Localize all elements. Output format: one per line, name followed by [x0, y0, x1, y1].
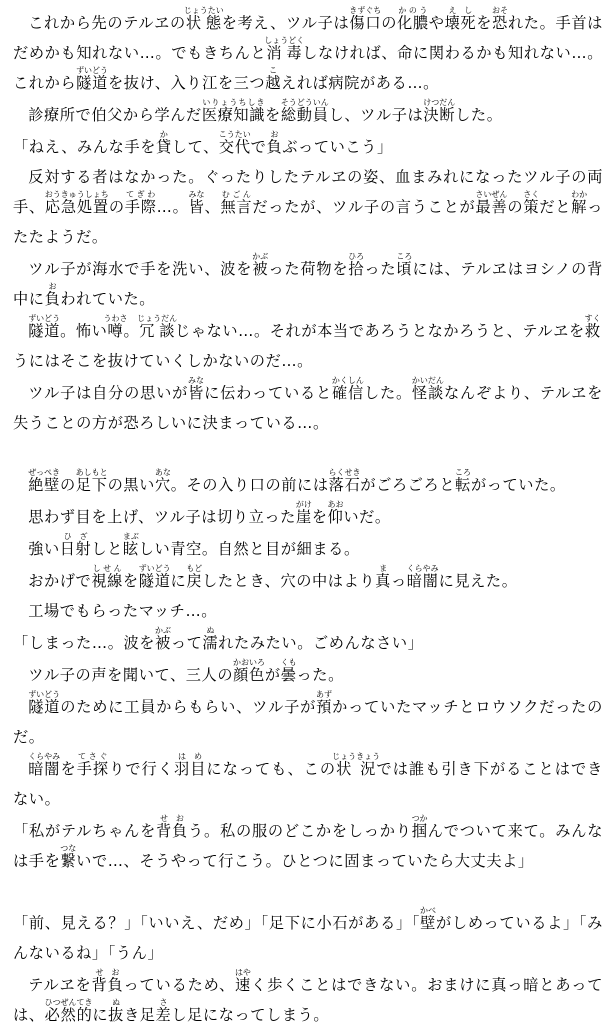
text-run: った荷物を	[268, 260, 349, 278]
ruby-base: 拾	[348, 260, 365, 278]
ruby-base: 転	[455, 476, 472, 494]
text-run: や	[428, 14, 445, 32]
dialogue-paragraph	[13, 626, 603, 658]
furigana: みな	[188, 190, 205, 199]
ruby-word	[252, 252, 269, 278]
ruby-word	[44, 998, 93, 1024]
ruby-word	[183, 6, 224, 32]
ruby-base: 絶壁	[28, 476, 61, 494]
ruby-word	[59, 532, 92, 558]
text-run: いで…、そうやって行こう。ひとつに固まっていたら大丈夫よ」	[76, 852, 534, 870]
ruby-base: 背負	[156, 822, 189, 840]
text-run: んでついて来て。みんなは手を	[13, 822, 604, 870]
furigana: さ	[155, 998, 172, 1007]
furigana: ずいどう	[28, 314, 61, 323]
text-run: を	[311, 508, 328, 526]
ruby-base: 差	[155, 1006, 172, 1024]
furigana: いりょうちしき	[201, 98, 265, 107]
furigana: かぶ	[155, 626, 171, 635]
text-run: おかげで	[28, 572, 92, 590]
text-run: れた。手首はだめかも知れない…。でもきちんと	[13, 14, 603, 62]
body-paragraph	[13, 968, 603, 1030]
ruby-word	[173, 752, 207, 778]
ruby-word	[137, 314, 178, 340]
furigana: しょうどく	[264, 36, 305, 45]
furigana: かぶ	[252, 252, 269, 261]
text-run: し、ツル子は	[328, 106, 424, 124]
ruby-base: 真	[375, 572, 391, 590]
ruby-base: 曇	[280, 666, 297, 684]
ruby-base: 救	[584, 322, 601, 340]
furigana: はめ	[173, 752, 206, 761]
furigana: まぶ	[122, 532, 139, 541]
body-paragraph	[13, 98, 603, 130]
furigana: さく	[523, 190, 540, 199]
ruby-base: 策	[523, 198, 540, 216]
ruby-base: 戻	[186, 572, 203, 590]
ruby-word	[411, 376, 444, 402]
ruby-base: 頃	[396, 260, 413, 278]
ruby-base: 預	[316, 698, 332, 716]
furigana: かいだん	[411, 376, 444, 385]
text-run: なんぞより、テルヱを失うことの方が恐ろしいに決まっている…。	[13, 384, 603, 432]
furigana: ぬ	[108, 998, 124, 1007]
ruby-base: 最善	[475, 198, 508, 216]
ruby-base: 必然的	[44, 1006, 93, 1024]
furigana: らくせき	[328, 468, 361, 477]
body-paragraph	[13, 500, 603, 532]
body-paragraph	[13, 658, 603, 690]
text-run: した。	[363, 384, 412, 402]
ruby-base: 穴	[154, 476, 171, 494]
furigana: みな	[188, 376, 205, 385]
ruby-base: 化膿	[397, 14, 429, 32]
body-paragraph	[13, 468, 603, 500]
ruby-word	[406, 564, 439, 590]
text-run: の	[59, 476, 76, 494]
ruby-base: 負	[266, 138, 283, 156]
ruby-base: 手際	[124, 198, 157, 216]
text-run: を	[265, 106, 281, 124]
furigana: くらやみ	[406, 564, 439, 573]
text-run: …。	[156, 198, 189, 216]
body-paragraph	[13, 532, 603, 564]
text-run: われていた。	[60, 290, 156, 308]
text-run: を	[476, 14, 493, 32]
furigana: じょうたい	[183, 6, 224, 15]
ruby-word	[202, 626, 219, 652]
text-run: 反対する者はなかった。ぐったりしたテルヱの姿、血まみれになったツル子の両手、	[13, 168, 603, 216]
furigana: せお	[91, 968, 124, 977]
furigana: あお	[327, 500, 344, 509]
ruby-base: 貸	[156, 138, 172, 156]
furigana: がけ	[295, 500, 312, 509]
furigana: くらやみ	[28, 752, 61, 761]
text-run: 思わず目を上げ、ツル子は切り立った	[28, 508, 296, 526]
text-run: がごろごろと	[360, 476, 456, 494]
text-run: き足	[123, 1006, 156, 1024]
furigana: もど	[186, 564, 203, 573]
furigana: ひつぜんてき	[44, 998, 93, 1007]
text-run: 。怖い	[60, 322, 108, 340]
ruby-word	[155, 626, 171, 652]
text-run: に見えた。	[438, 572, 518, 590]
text-run: の	[381, 14, 398, 32]
ruby-base: 壁	[420, 914, 437, 932]
text-run: って	[170, 634, 203, 652]
text-run: ツル子の声を聞いて、三人の	[28, 666, 234, 684]
text-run: っ	[390, 572, 407, 590]
furigana: こうたい	[218, 130, 251, 139]
furigana: つな	[60, 844, 77, 853]
text-run: の	[108, 198, 125, 216]
text-run: く歩くことはできない。おまけに真っ暗とあっては、	[13, 976, 603, 1024]
ruby-base: 崖	[295, 508, 312, 526]
ruby-base: 隧道	[28, 322, 61, 340]
ruby-base: 手探	[76, 760, 110, 778]
text-run: テルヱを	[28, 976, 92, 994]
furigana: ころ	[396, 252, 413, 261]
text-run: になっても、この	[206, 760, 337, 778]
text-run: した。	[455, 106, 503, 124]
ruby-word	[423, 98, 456, 124]
dialogue-paragraph	[13, 130, 603, 162]
text-run: 、	[204, 198, 221, 216]
ruby-word	[218, 130, 251, 156]
ruby-word	[76, 66, 109, 92]
ruby-word	[571, 190, 588, 216]
text-run: に	[92, 1006, 109, 1024]
ruby-word	[492, 6, 509, 32]
ruby-word	[328, 468, 361, 494]
ruby-word	[233, 658, 266, 684]
furigana: ひざ	[59, 532, 92, 541]
ruby-word	[411, 814, 428, 840]
ruby-word	[349, 6, 382, 32]
ruby-word	[156, 130, 172, 156]
furigana: じょうきょう	[332, 752, 381, 761]
ruby-base: 状況	[332, 760, 381, 778]
furigana: わか	[571, 190, 588, 199]
ruby-base: 速	[234, 976, 251, 994]
ruby-word	[331, 376, 364, 402]
ruby-word	[375, 564, 391, 590]
ruby-word	[266, 130, 283, 156]
ruby-base: 隧道	[28, 698, 61, 716]
text-run: を考え、ツル子は	[221, 14, 350, 32]
ruby-base: 暗闇	[28, 760, 61, 778]
furigana: ずいどう	[138, 564, 171, 573]
text-run: った。	[296, 666, 344, 684]
ruby-base: 傷口	[349, 14, 382, 32]
text-run: を	[122, 572, 139, 590]
ruby-base: 皆	[188, 198, 205, 216]
text-run: したとき、穴の中はより	[202, 572, 376, 590]
furigana: あな	[154, 468, 171, 477]
ruby-base: 抜	[108, 1006, 124, 1024]
ruby-base: 恐	[492, 14, 508, 32]
text-run: ったたようだ。	[13, 198, 603, 246]
ruby-word	[124, 190, 157, 216]
furigana: お	[266, 130, 283, 139]
section-break	[13, 876, 603, 906]
ruby-word	[420, 906, 437, 932]
text-run: しい青空。自然と目が細まる。	[138, 540, 360, 558]
ruby-word	[28, 752, 61, 778]
furigana: ずいどう	[28, 690, 61, 699]
furigana: さいぜん	[475, 190, 508, 199]
text-run: がっていた。	[470, 476, 566, 494]
text-run: ツル子は自分の思いが	[28, 384, 189, 402]
ruby-base: 視線	[91, 572, 123, 590]
body-paragraph	[13, 6, 603, 98]
ruby-base: 状態	[183, 14, 224, 32]
text-run: った	[364, 260, 397, 278]
novel-page	[13, 6, 604, 1024]
ruby-base: 噂	[103, 322, 128, 340]
text-run: だと	[539, 198, 572, 216]
furigana: ぜっぺき	[28, 468, 61, 477]
ruby-word	[188, 376, 205, 402]
dialogue-paragraph	[13, 906, 603, 968]
body-paragraph	[13, 690, 603, 752]
ruby-base: 消毒	[264, 44, 305, 62]
ruby-word	[156, 814, 189, 840]
text-run: を	[60, 760, 77, 778]
text-run: だったが、ツル子の言うことが	[252, 198, 476, 216]
ruby-base: 隧道	[76, 74, 109, 92]
ruby-word	[348, 252, 365, 278]
furigana: ぬ	[202, 626, 219, 635]
ruby-word	[327, 500, 344, 526]
ruby-base: 決断	[423, 106, 456, 124]
ruby-word	[91, 968, 124, 994]
body-paragraph	[13, 376, 603, 438]
furigana: あず	[316, 690, 333, 699]
ruby-word	[475, 190, 508, 216]
ruby-word	[60, 844, 77, 870]
text-run: いだ。	[343, 508, 391, 526]
ruby-base: 被	[252, 260, 269, 278]
ruby-base: 解	[571, 198, 588, 216]
ruby-word	[44, 190, 109, 216]
furigana: ころ	[455, 468, 472, 477]
ruby-word	[91, 564, 123, 590]
text-run: して、	[171, 138, 219, 156]
furigana: しせん	[91, 564, 123, 573]
furigana: てぎわ	[124, 190, 157, 199]
ruby-word	[265, 66, 282, 92]
ruby-word	[444, 6, 477, 32]
ruby-word	[295, 500, 312, 526]
text-run: 工場でもらったマッチ…。	[28, 602, 218, 620]
ruby-base: 眩	[122, 540, 139, 558]
ruby-word	[584, 314, 601, 340]
furigana: そうどういん	[280, 98, 329, 107]
text-run: っているため、	[123, 976, 236, 994]
ruby-word	[455, 468, 472, 494]
ruby-base: 背負	[91, 976, 124, 994]
ruby-base: 被	[155, 634, 171, 652]
text-run: うにはそこを抜けていくしかないのだ…。	[13, 352, 313, 370]
body-paragraph	[13, 162, 603, 252]
furigana: じょうだん	[137, 314, 178, 323]
text-run: えれば病院がある…。	[281, 74, 439, 92]
ruby-base: 壊死	[444, 14, 477, 32]
ruby-base: 濡	[202, 634, 219, 652]
ruby-word	[76, 752, 110, 778]
text-run: りで行く	[109, 760, 174, 778]
text-run: の	[507, 198, 524, 216]
ruby-base: 総動員	[280, 106, 329, 124]
text-run: かっていたマッチとロウソクだったのだ。	[13, 698, 603, 746]
furigana: お	[44, 282, 61, 291]
text-run: には、テルヱはヨシノの背中に	[13, 260, 603, 308]
furigana: むごん	[220, 190, 253, 199]
body-paragraph	[13, 752, 603, 814]
ruby-word	[138, 564, 171, 590]
ruby-base: 日射	[59, 540, 92, 558]
text-run: に	[170, 572, 187, 590]
ruby-word	[316, 690, 333, 716]
ruby-base: 落石	[328, 476, 361, 494]
ruby-word	[28, 314, 61, 340]
furigana: ひろ	[348, 252, 365, 261]
text-run: し足になってしまう。	[171, 1006, 330, 1024]
ruby-base: 越	[265, 74, 282, 92]
furigana: せお	[156, 814, 188, 823]
ruby-word	[108, 998, 124, 1024]
body-paragraph	[13, 564, 603, 596]
text-run: 「前、見える？」「いいえ、だめ」「足下に小石がある」「	[13, 914, 421, 932]
furigana: おうきゅうしょち	[44, 190, 109, 199]
ruby-word	[280, 98, 329, 124]
furigana: か	[156, 130, 172, 139]
ruby-base: 掴	[411, 822, 428, 840]
text-run: ぶっていこう」	[282, 138, 393, 156]
furigana: けつだん	[423, 98, 456, 107]
furigana: すく	[584, 314, 601, 323]
ruby-word	[28, 690, 61, 716]
ruby-word	[154, 468, 171, 494]
ruby-word	[155, 998, 172, 1024]
furigana: ま	[375, 564, 391, 573]
ruby-base: 確信	[331, 384, 364, 402]
furigana: えし	[444, 6, 477, 15]
furigana: うわさ	[103, 314, 128, 323]
ruby-word	[44, 282, 61, 308]
ruby-word	[234, 968, 251, 994]
ruby-base: 顔色	[233, 666, 266, 684]
text-run: を抜け、入り江を三つ	[107, 74, 266, 92]
ruby-word	[201, 98, 266, 124]
ruby-word	[280, 658, 297, 684]
ruby-base: 怪談	[411, 384, 444, 402]
ruby-word	[523, 190, 540, 216]
furigana: あしもと	[75, 468, 108, 477]
text-run: 「しまった…。波を	[13, 634, 156, 652]
furigana: きずぐち	[349, 6, 382, 15]
ruby-word	[397, 6, 429, 32]
body-paragraph	[13, 596, 603, 626]
text-run: のために工員からもらい、ツル子が	[60, 698, 317, 716]
furigana: かべ	[420, 906, 437, 915]
ruby-word	[332, 752, 381, 778]
ruby-word	[188, 190, 205, 216]
ruby-base: 暗闇	[406, 572, 439, 590]
furigana: おそ	[492, 6, 509, 15]
body-paragraph	[13, 252, 603, 314]
ruby-base: 皆	[188, 384, 205, 402]
dialogue-paragraph	[13, 814, 603, 876]
ruby-word	[122, 532, 139, 558]
furigana: くも	[280, 658, 297, 667]
text-run: う。私の服のどこかをしっかり	[188, 822, 412, 840]
section-break	[13, 438, 603, 468]
ruby-base: 羽目	[173, 760, 207, 778]
ruby-base: 負	[44, 290, 61, 308]
ruby-base: 仰	[327, 508, 344, 526]
ruby-word	[103, 314, 128, 340]
ruby-word	[220, 190, 253, 216]
text-run: で	[250, 138, 267, 156]
text-run: では誰も引き下がることはできない。	[13, 760, 603, 808]
ruby-base: 交代	[218, 138, 251, 156]
text-run: しと	[91, 540, 123, 558]
text-run: 。	[123, 322, 140, 340]
furigana: かおいろ	[233, 658, 266, 667]
furigana: ずいどう	[76, 66, 109, 75]
ruby-base: 隧道	[138, 572, 171, 590]
text-run: じゃない…。それが本当であろうとなかろうと、テルヱを	[175, 322, 585, 340]
text-run: れたみたい。ごめんなさい」	[218, 634, 424, 652]
ruby-base: 繋	[60, 852, 77, 870]
text-run: がしめっているよ」「みんないるね」「うん」	[13, 914, 603, 962]
ruby-word	[28, 468, 61, 494]
ruby-word	[186, 564, 203, 590]
ruby-base: 足下	[75, 476, 108, 494]
text-run: が	[264, 666, 281, 684]
text-run: これから先のテルヱの	[28, 14, 186, 32]
ruby-base: 応急処置	[44, 198, 109, 216]
text-run: 強い	[28, 540, 60, 558]
body-paragraph	[13, 314, 603, 376]
text-run: 。その入り口の前には	[170, 476, 329, 494]
furigana: つか	[411, 814, 428, 823]
furigana: てさぐ	[76, 752, 109, 761]
text-run: 診療所で伯父から学んだ	[28, 106, 202, 124]
ruby-word	[75, 468, 108, 494]
text-run: しなければ、命に関わるかも知れない…。これから	[13, 44, 603, 92]
furigana: こ	[265, 66, 282, 75]
ruby-base: 医療知識	[201, 106, 266, 124]
text-run: ツル子が海水で手を洗い、波を	[28, 260, 253, 278]
text-run: に伝わっていると	[203, 384, 332, 402]
furigana: かのう	[397, 6, 429, 15]
ruby-word	[264, 36, 305, 62]
furigana: かくしん	[331, 376, 364, 385]
ruby-base: 冗談	[137, 322, 178, 340]
ruby-word	[396, 252, 413, 278]
text-run: 「私がテルちゃんを	[13, 822, 157, 840]
text-run: の黒い	[107, 476, 155, 494]
furigana: はや	[234, 968, 251, 977]
ruby-base: 無言	[220, 198, 253, 216]
text-run: 「ねえ、みんな手を	[13, 138, 156, 156]
